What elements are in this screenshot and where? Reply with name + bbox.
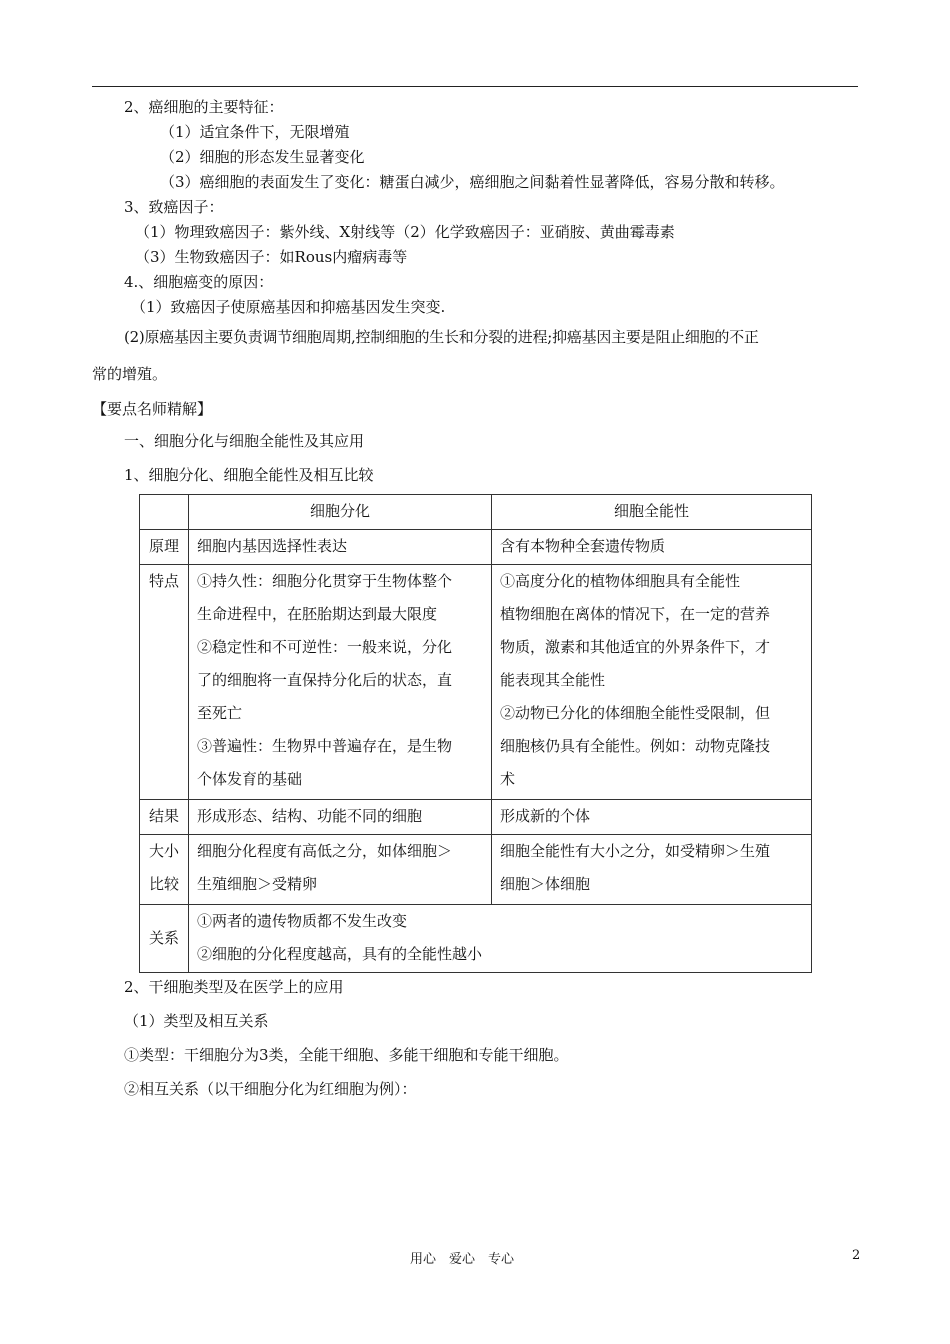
principle-differentiation-cell: 细胞内基因选择性表达 — [189, 530, 492, 565]
cancer-features-heading: 2、癌细胞的主要特征： — [124, 98, 284, 116]
stem-cell-heading: 2、干细胞类型及在医学上的应用 — [124, 978, 344, 996]
feature-item-3: （3）癌细胞的表面发生了变化：糖蛋白减少，癌细胞之间黏着性显著降低，容易分散和转移。 — [160, 173, 785, 191]
footer-motto: 用心 爱心 专心 — [410, 1252, 515, 1267]
row-header-relation: 关系 — [140, 905, 189, 973]
column-header-differentiation: 细胞分化 — [189, 495, 492, 530]
carcinogen-biological: （3）生物致癌因子：如Rous内瘤病毒等 — [135, 248, 408, 266]
page-number: 2 — [852, 1248, 861, 1263]
table-caption: 1、细胞分化、细胞全能性及相互比较 — [124, 466, 374, 484]
cause-item-2-line1: (2)原癌基因主要负责调节细胞周期,控制细胞的生长和分裂的进程;抑癌基因主要是阻止细胞的不正 — [124, 328, 759, 346]
subsection-heading: 一、细胞分化与细胞全能性及其应用 — [124, 432, 365, 450]
table-corner-cell — [140, 495, 189, 530]
cause-item-2-line2: 常的增殖。 — [92, 365, 168, 383]
cause-item-1: （1）致癌因子使原癌基因和抑癌基因发生突变. — [131, 298, 446, 316]
feature-item-1: （1）适宜条件下，无限增殖 — [160, 123, 350, 141]
table-row — [140, 530, 812, 565]
carcinogen-physical-chemical: （1）物理致癌因子：紫外线、X射线等（2）化学致癌因子：亚硝胺、黄曲霉毒素 — [135, 223, 675, 241]
header-rule — [92, 86, 858, 87]
row-header-size: 大小 比较 — [140, 835, 189, 905]
table-header-row — [140, 495, 812, 530]
table-row — [140, 565, 812, 800]
column-header-totipotency: 细胞全能性 — [492, 495, 812, 530]
size-totipotency-cell: 细胞全能性有大小之分，如受精卵＞生殖 细胞＞体细胞 — [492, 835, 812, 905]
table-row — [140, 905, 812, 973]
result-differentiation-cell: 形成形态、结构、功能不同的细胞 — [189, 800, 492, 835]
stem-cell-relation: ②相互关系（以干细胞分化为红细胞为例）： — [124, 1080, 417, 1098]
carcinogen-heading: 3、致癌因子： — [124, 198, 224, 216]
section-title: 【要点名师精解】 — [92, 400, 213, 418]
comparison-table — [139, 494, 812, 973]
row-header-result: 结果 — [140, 800, 189, 835]
feature-item-2: （2）细胞的形态发生显著变化 — [160, 148, 365, 166]
stem-cell-types: ①类型：干细胞分为3类，全能干细胞、多能干细胞和专能干细胞。 — [124, 1046, 569, 1064]
feature-differentiation-cell: ①持久性：细胞分化贯穿于生物体整个 生命进程中，在胚胎期达到最大限度 ②稳定性和不可逆性：一般来说，分化 了的细胞将一直保持分化后的状态，直 至死亡 ③普遍性：生物界中普遍存在，是生物 个体发育的基础 — [189, 565, 492, 800]
size-differentiation-cell: 细胞分化程度有高低之分，如体细胞＞ 生殖细胞＞受精卵 — [189, 835, 492, 905]
table-row — [140, 835, 812, 905]
row-header-principle: 原理 — [140, 530, 189, 565]
row-header-feature: 特点 — [140, 565, 189, 800]
principle-totipotency-cell: 含有本物种全套遗传物质 — [492, 530, 812, 565]
feature-totipotency-cell: ①高度分化的植物体细胞具有全能性 植物细胞在离体的情况下，在一定的营养 物质，激素和其他适宜的外界条件下，才 能表现其全能性 ②动物已分化的体细胞全能性受限制，但 细胞核仍具有全能性。例如：动物克隆技 术 — [492, 565, 812, 800]
stem-cell-subheading: （1）类型及相互关系 — [124, 1012, 269, 1030]
table-row — [140, 800, 812, 835]
cause-heading: 4.、细胞癌变的原因： — [124, 273, 274, 291]
result-totipotency-cell: 形成新的个体 — [492, 800, 812, 835]
relation-cell: ①两者的遗传物质都不发生改变 ②细胞的分化程度越高，具有的全能性越小 — [189, 905, 812, 973]
